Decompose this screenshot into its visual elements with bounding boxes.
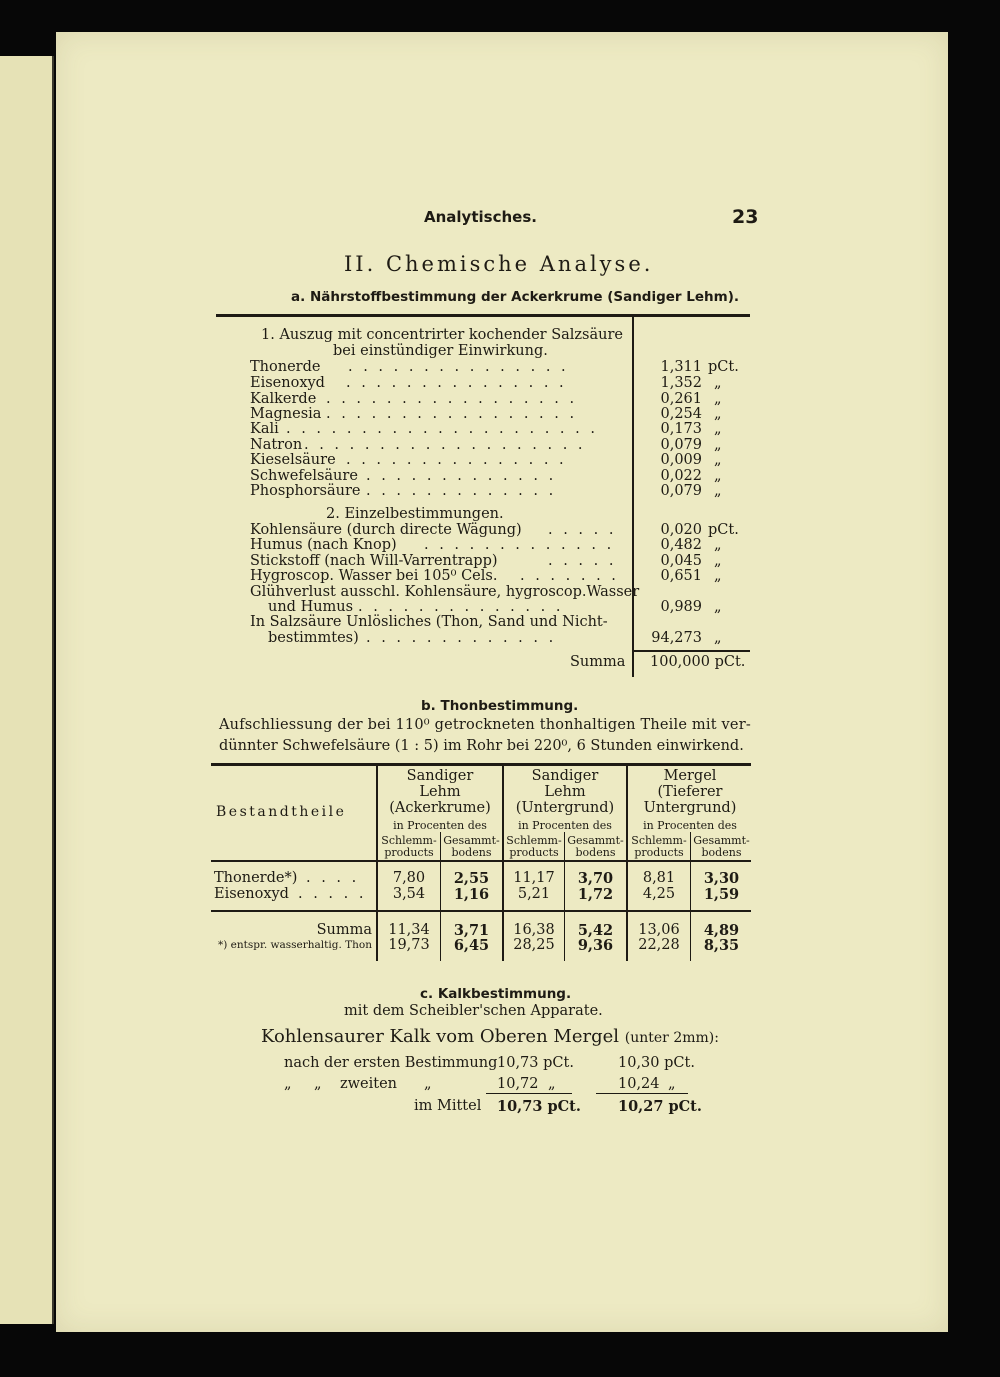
table-cell: 19,73 xyxy=(388,937,430,953)
subcol-header: products xyxy=(509,846,559,859)
list-item-label-continued: und Humus xyxy=(268,599,354,615)
summa-label: Summa xyxy=(570,654,626,670)
table-cell: 13,06 xyxy=(638,922,680,938)
subcol-header: Gesammt- xyxy=(567,834,624,847)
list-item-value: 0,254 xyxy=(660,406,702,422)
book-page xyxy=(56,32,948,1332)
list-item-unit: „ xyxy=(714,568,722,584)
running-title: Analytisches. xyxy=(424,208,537,226)
leader-dots: . . . . . . . . . . . . . xyxy=(366,483,557,499)
column-header-bestandtheile: Bestandtheile xyxy=(216,804,347,820)
leader-dots: . . . . . . . . . . . . . . . . . xyxy=(326,406,578,422)
kalk-value-2: 10,24 xyxy=(618,1076,660,1092)
kalk-value-2: 10,30 pCt. xyxy=(618,1055,695,1071)
list-item-label: Schwefelsäure xyxy=(250,468,358,484)
group-header-line: Sandiger xyxy=(531,768,599,784)
table-b-sum-rule xyxy=(211,910,751,912)
page-number: 23 xyxy=(732,206,759,228)
list-item-value: 1,352 xyxy=(660,375,702,391)
table-cell: 11,17 xyxy=(513,870,555,886)
list-item-value: 0,079 xyxy=(660,483,702,499)
list-item-unit: pCt. xyxy=(708,359,739,375)
table-cell: 5,21 xyxy=(517,886,551,902)
list-item-unit: „ xyxy=(714,452,722,468)
subcol-header: bodens xyxy=(701,846,742,859)
leader-dots: . . . . . . . . . . . . . . . . . xyxy=(326,391,578,407)
list-item-unit: „ xyxy=(714,421,722,437)
table-cell: 6,45 xyxy=(453,937,490,954)
list-item-unit: „ xyxy=(714,537,722,553)
leader-dots: . . . . . . . . . . . . . xyxy=(366,630,557,646)
subcol-header: Gesammt- xyxy=(443,834,500,847)
list-item-value: 0,022 xyxy=(660,468,702,484)
group-header-line: (Ackerkrume) xyxy=(389,800,491,816)
table-cell: 3,70 xyxy=(577,870,614,887)
group-header-line: Lehm xyxy=(544,784,586,800)
subcol-header: bodens xyxy=(451,846,492,859)
ditto-mark: „ xyxy=(548,1076,556,1092)
part1-title-1: 1. Auszug mit concentrirter kochender Salzsäure xyxy=(261,327,623,343)
list-item-value: 0,020 xyxy=(660,522,702,538)
row-label: Eisenoxyd xyxy=(214,886,289,902)
subcol-header: bodens xyxy=(575,846,616,859)
group-header-line: Untergrund) xyxy=(643,800,737,816)
list-item-unit: „ xyxy=(714,391,722,407)
list-item-label: Stickstoff (nach Will-Varrentrapp) xyxy=(250,553,498,569)
table-cell: 28,25 xyxy=(513,937,555,953)
list-item-label: Kieselsäure xyxy=(250,452,336,468)
section-b-intro-1: Aufschliessung der bei 110⁰ getrockneten thonhaltigen Theile mit ver- xyxy=(219,717,751,733)
kalk-value-1: 10,73 pCt. xyxy=(497,1055,574,1071)
leader-dots: . . . . . . . xyxy=(520,568,619,584)
sum-rule xyxy=(486,1093,572,1094)
kalk-row-label: nach der ersten Bestimmung xyxy=(284,1055,498,1071)
group-header-line: Sandiger xyxy=(406,768,474,784)
ditto-mark: „ xyxy=(314,1076,322,1092)
leader-dots: . . . . . xyxy=(548,522,617,538)
list-item-label: Hygroscop. Wasser bei 105⁰ Cels. xyxy=(250,568,498,584)
group-header-sub: in Procenten des xyxy=(518,819,612,832)
list-item-label: Phosphorsäure xyxy=(250,483,361,499)
footnote-label: *) entspr. wasserhaltig. Thon xyxy=(218,939,372,951)
table-a-divider xyxy=(632,317,634,677)
list-item-unit: „ xyxy=(714,375,722,391)
list-item-label: Kali xyxy=(250,421,279,437)
table-cell: 22,28 xyxy=(638,937,680,953)
table-cell: 4,25 xyxy=(642,886,676,902)
group-header-line: (Untergrund) xyxy=(515,800,615,816)
table-cell: 1,72 xyxy=(577,886,614,903)
main-title: II. Chemische Analyse. xyxy=(344,252,654,276)
leader-dots: . . . . . xyxy=(298,886,367,902)
group-header-line: Lehm xyxy=(419,784,461,800)
list-item-value: 0,009 xyxy=(660,452,702,468)
table-cell: 7,80 xyxy=(392,870,426,886)
kalk-row-label: im Mittel xyxy=(414,1098,482,1114)
list-item-label: Natron xyxy=(250,437,303,453)
table-cell: 1,16 xyxy=(453,886,490,903)
list-item-unit: „ xyxy=(714,599,722,615)
table-cell: 3,30 xyxy=(703,870,740,887)
table-cell: 8,35 xyxy=(703,937,740,954)
list-item-unit: „ xyxy=(714,468,722,484)
leader-dots: . . . . . xyxy=(548,553,617,569)
section-c-title-paren: (unter 2mm): xyxy=(624,1030,719,1046)
kalk-row-label: zweiten xyxy=(340,1076,398,1092)
kalk-mean-1: 10,73 pCt. xyxy=(497,1098,581,1115)
leader-dots: . . . . . . . . . . . . . . . xyxy=(346,375,567,391)
leader-dots: . . . . . . . . . . . . . . xyxy=(358,599,564,615)
summa-value: 100,000 pCt. xyxy=(650,654,746,670)
list-item-value: 0,173 xyxy=(660,421,702,437)
table-cell: 3,71 xyxy=(453,922,490,939)
list-item-label: Magnesia xyxy=(250,406,322,422)
table-b-top-rule xyxy=(211,763,751,766)
subcol-header: products xyxy=(384,846,434,859)
list-item-value: 0,261 xyxy=(660,391,702,407)
list-item-value: 0,079 xyxy=(660,437,702,453)
kalk-mean-2: 10,27 pCt. xyxy=(618,1098,702,1115)
section-b-intro-2: dünnter Schwefelsäure (1 : 5) im Rohr bei 220⁰, 6 Stunden einwirkend. xyxy=(219,738,744,754)
section-c-subheading: mit dem Scheibler'schen Apparate. xyxy=(344,1003,603,1019)
ditto-mark: „ xyxy=(424,1076,432,1092)
list-item-value: 0,045 xyxy=(660,553,702,569)
group-header-sub: in Procenten des xyxy=(393,819,487,832)
list-item-label: Kohlensäure (durch directe Wägung) xyxy=(250,522,522,538)
list-item-value: 0,989 xyxy=(660,599,702,615)
kalk-value-1: 10,72 xyxy=(497,1076,539,1092)
row-label: Thonerde*) xyxy=(214,870,298,886)
table-cell: 4,89 xyxy=(703,922,740,939)
summa-label: Summa xyxy=(316,922,372,938)
subcol-header: products xyxy=(634,846,684,859)
table-cell: 9,36 xyxy=(577,937,614,954)
table-a-top-rule xyxy=(216,314,750,317)
list-item-value: 0,482 xyxy=(660,537,702,553)
table-cell: 3,54 xyxy=(392,886,426,902)
group-header-line: Mergel xyxy=(663,768,717,784)
section-a-heading: a. Nährstoffbestimmung der Ackerkrume (Sandiger Lehm). xyxy=(291,289,740,305)
previous-page-edge xyxy=(0,56,54,1324)
list-item-unit: „ xyxy=(714,406,722,422)
list-item-unit: „ xyxy=(714,553,722,569)
table-cell: 11,34 xyxy=(388,922,430,938)
part2-title: 2. Einzelbestimmungen. xyxy=(326,506,504,522)
subcol-header: Gesammt- xyxy=(693,834,750,847)
list-item-unit: „ xyxy=(714,437,722,453)
list-item-unit: pCt. xyxy=(708,522,739,538)
table-cell: 16,38 xyxy=(513,922,555,938)
group-header-line: (Tieferer xyxy=(657,784,723,800)
leader-dots: . . . . . . . . . . . . . . . . . . . xyxy=(304,437,586,453)
leader-dots: . . . . . . . . . . . . . xyxy=(366,468,557,484)
list-item-label: Eisenoxyd xyxy=(250,375,325,391)
table-cell: 1,59 xyxy=(703,886,740,903)
list-item-value: 94,273 xyxy=(651,630,702,646)
table-a-sum-rule xyxy=(632,650,750,652)
list-item-label: Humus (nach Knop) xyxy=(250,537,397,553)
section-c-heading: c. Kalkbestimmung. xyxy=(420,986,572,1002)
table-cell: 8,81 xyxy=(642,870,676,886)
table-b-header-rule xyxy=(211,860,751,862)
list-item-unit: „ xyxy=(714,483,722,499)
table-cell: 2,55 xyxy=(453,870,490,887)
leader-dots: . . . . . . . . . . . . . . . xyxy=(348,359,569,375)
ditto-mark: „ xyxy=(668,1076,676,1092)
table-cell: 5,42 xyxy=(577,922,614,939)
section-b-heading: b. Thonbestimmung. xyxy=(421,698,579,714)
section-c-title xyxy=(261,1026,719,1047)
list-item-value: 0,651 xyxy=(660,568,702,584)
list-item-unit: „ xyxy=(714,630,722,646)
leader-dots: . . . . . . . . . . . . . . . xyxy=(346,452,567,468)
list-item-label: In Salzsäure Unlösliches (Thon, Sand und Nicht- xyxy=(250,614,608,630)
leader-dots: . . . . xyxy=(306,870,360,886)
subcol-header: Schlemm- xyxy=(506,834,562,847)
list-item-label: Thonerde xyxy=(250,359,321,375)
list-item-label: Kalkerde xyxy=(250,391,317,407)
subcol-header: Schlemm- xyxy=(381,834,437,847)
ditto-mark: „ xyxy=(284,1076,292,1092)
section-c-title-main: Kohlensaurer Kalk vom Oberen Mergel xyxy=(261,1026,620,1047)
group-header-sub: in Procenten des xyxy=(643,819,737,832)
list-item-value: 1,311 xyxy=(660,359,702,375)
list-item-label: Glühverlust ausschl. Kohlensäure, hygroscop.Wasser xyxy=(250,584,640,600)
part1-title-2: bei einstündiger Einwirkung. xyxy=(333,343,548,359)
subcol-header: Schlemm- xyxy=(631,834,687,847)
sum-rule xyxy=(596,1093,688,1094)
leader-dots: . . . . . . . . . . . . . xyxy=(424,537,615,553)
list-item-label-continued: bestimmtes) xyxy=(268,630,359,646)
leader-dots: . . . . . . . . . . . . . . . . . . . . . xyxy=(286,421,598,437)
